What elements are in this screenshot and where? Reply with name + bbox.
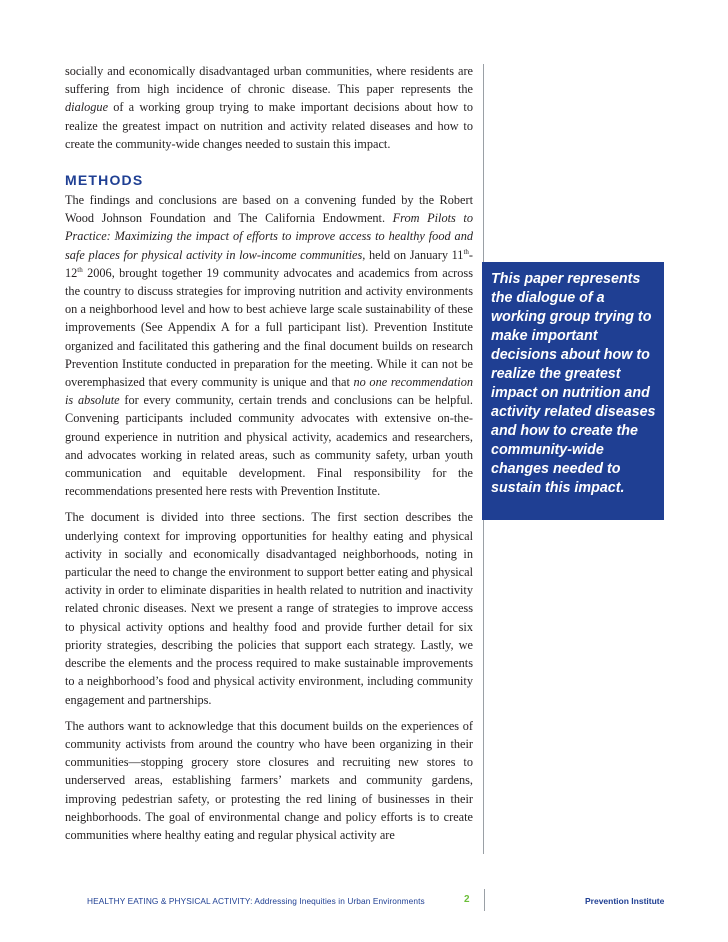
main-text-column (65, 62, 473, 844)
intro-paragraph: socially and economically disadvantaged urban communities, where residents are suffering from high incidence of chronic disease. This paper represents the dialogue of a working group trying to make important decisions about how to realize the greatest impact on nutrition and activity related diseases and how to create the community-wide changes needed to sustain this impact. (65, 64, 473, 151)
methods-heading: METHODS (65, 172, 144, 189)
footer-divider (484, 889, 485, 911)
pull-quote-text: This paper represents the dialogue of a working group trying to make important decisions about how to realize the greatest impact on nutrition and activity related diseases and how to create the community-wide changes needed to sustain this impact. (491, 271, 656, 496)
page-number: 2 (464, 894, 470, 905)
page-footer (0, 893, 728, 913)
sections-paragraph: The document is divided into three sections. The first section describes the underlying context for improving opportunities for healthy eating and physical activity in socially and economically disadvantaged neighborhoods, noting in particular the need to change the environment to support better eating and physical activity in order to eliminate disparities in health related to nutrition and inactivity related chronic diseases. Next we present a range of strategies to improve access to physical activity options and healthy food and provide further detail for six priority strategies, describing the policies that support each strategy. Lastly, we describe the elements and the process required to make sustainable improvements to a neighborhood’s food and physical activity environment, including community engagement and partnerships. (65, 510, 473, 707)
pull-quote-box (482, 262, 664, 520)
footer-organization: Prevention Institute (585, 896, 665, 906)
methods-paragraph: The findings and conclusions are based on a convening funded by the Robert Wood Johnson Foundation and The California Endowment. From Pilots to Practice: Maximizing the impact of efforts to improve access to healthy food and safe places for physical activity in low-income communities, held on January 11th-12th 2006, brought together 19 community advocates and academics from across the country to discuss strategies for improving nutrition and activity environments on a neighborhood level and how to best achieve large scale sustainability of these improvements (See Appendix A for a full participant list). Prevention Institute organized and facilitated this gathering and the final document builds on research Prevention Institute conducted in preparation for the meeting. While it can not be overemphasized that every community is unique and that no one recommendation is absolute for every community, certain trends and conclusions can be helpful. Convening participants included community advocates with extensive on-the-ground experience in nutrition and physical activity, academics and researchers, and advocates working in related areas, such as community safety, urban youth communication and equitable development. Final responsibility for the recommendations presented here rests with Prevention Institute. (65, 193, 474, 499)
footer-title: HEALTHY EATING & PHYSICAL ACTIVITY: Addressing Inequities in Urban Environments (87, 896, 425, 906)
authors-paragraph: The authors want to acknowledge that this document builds on the experiences of community activists from around the country who have been organizing in their communities—stopping grocery store closures and recruiting new stores to underserved areas, establishing farmers’ markets and community gardens, improving pedestrian safety, or protesting the red lining of businesses in their neighborhoods. The goal of environmental change and policy efforts is to create communities where healthy eating and regular physical activity are (65, 718, 473, 842)
